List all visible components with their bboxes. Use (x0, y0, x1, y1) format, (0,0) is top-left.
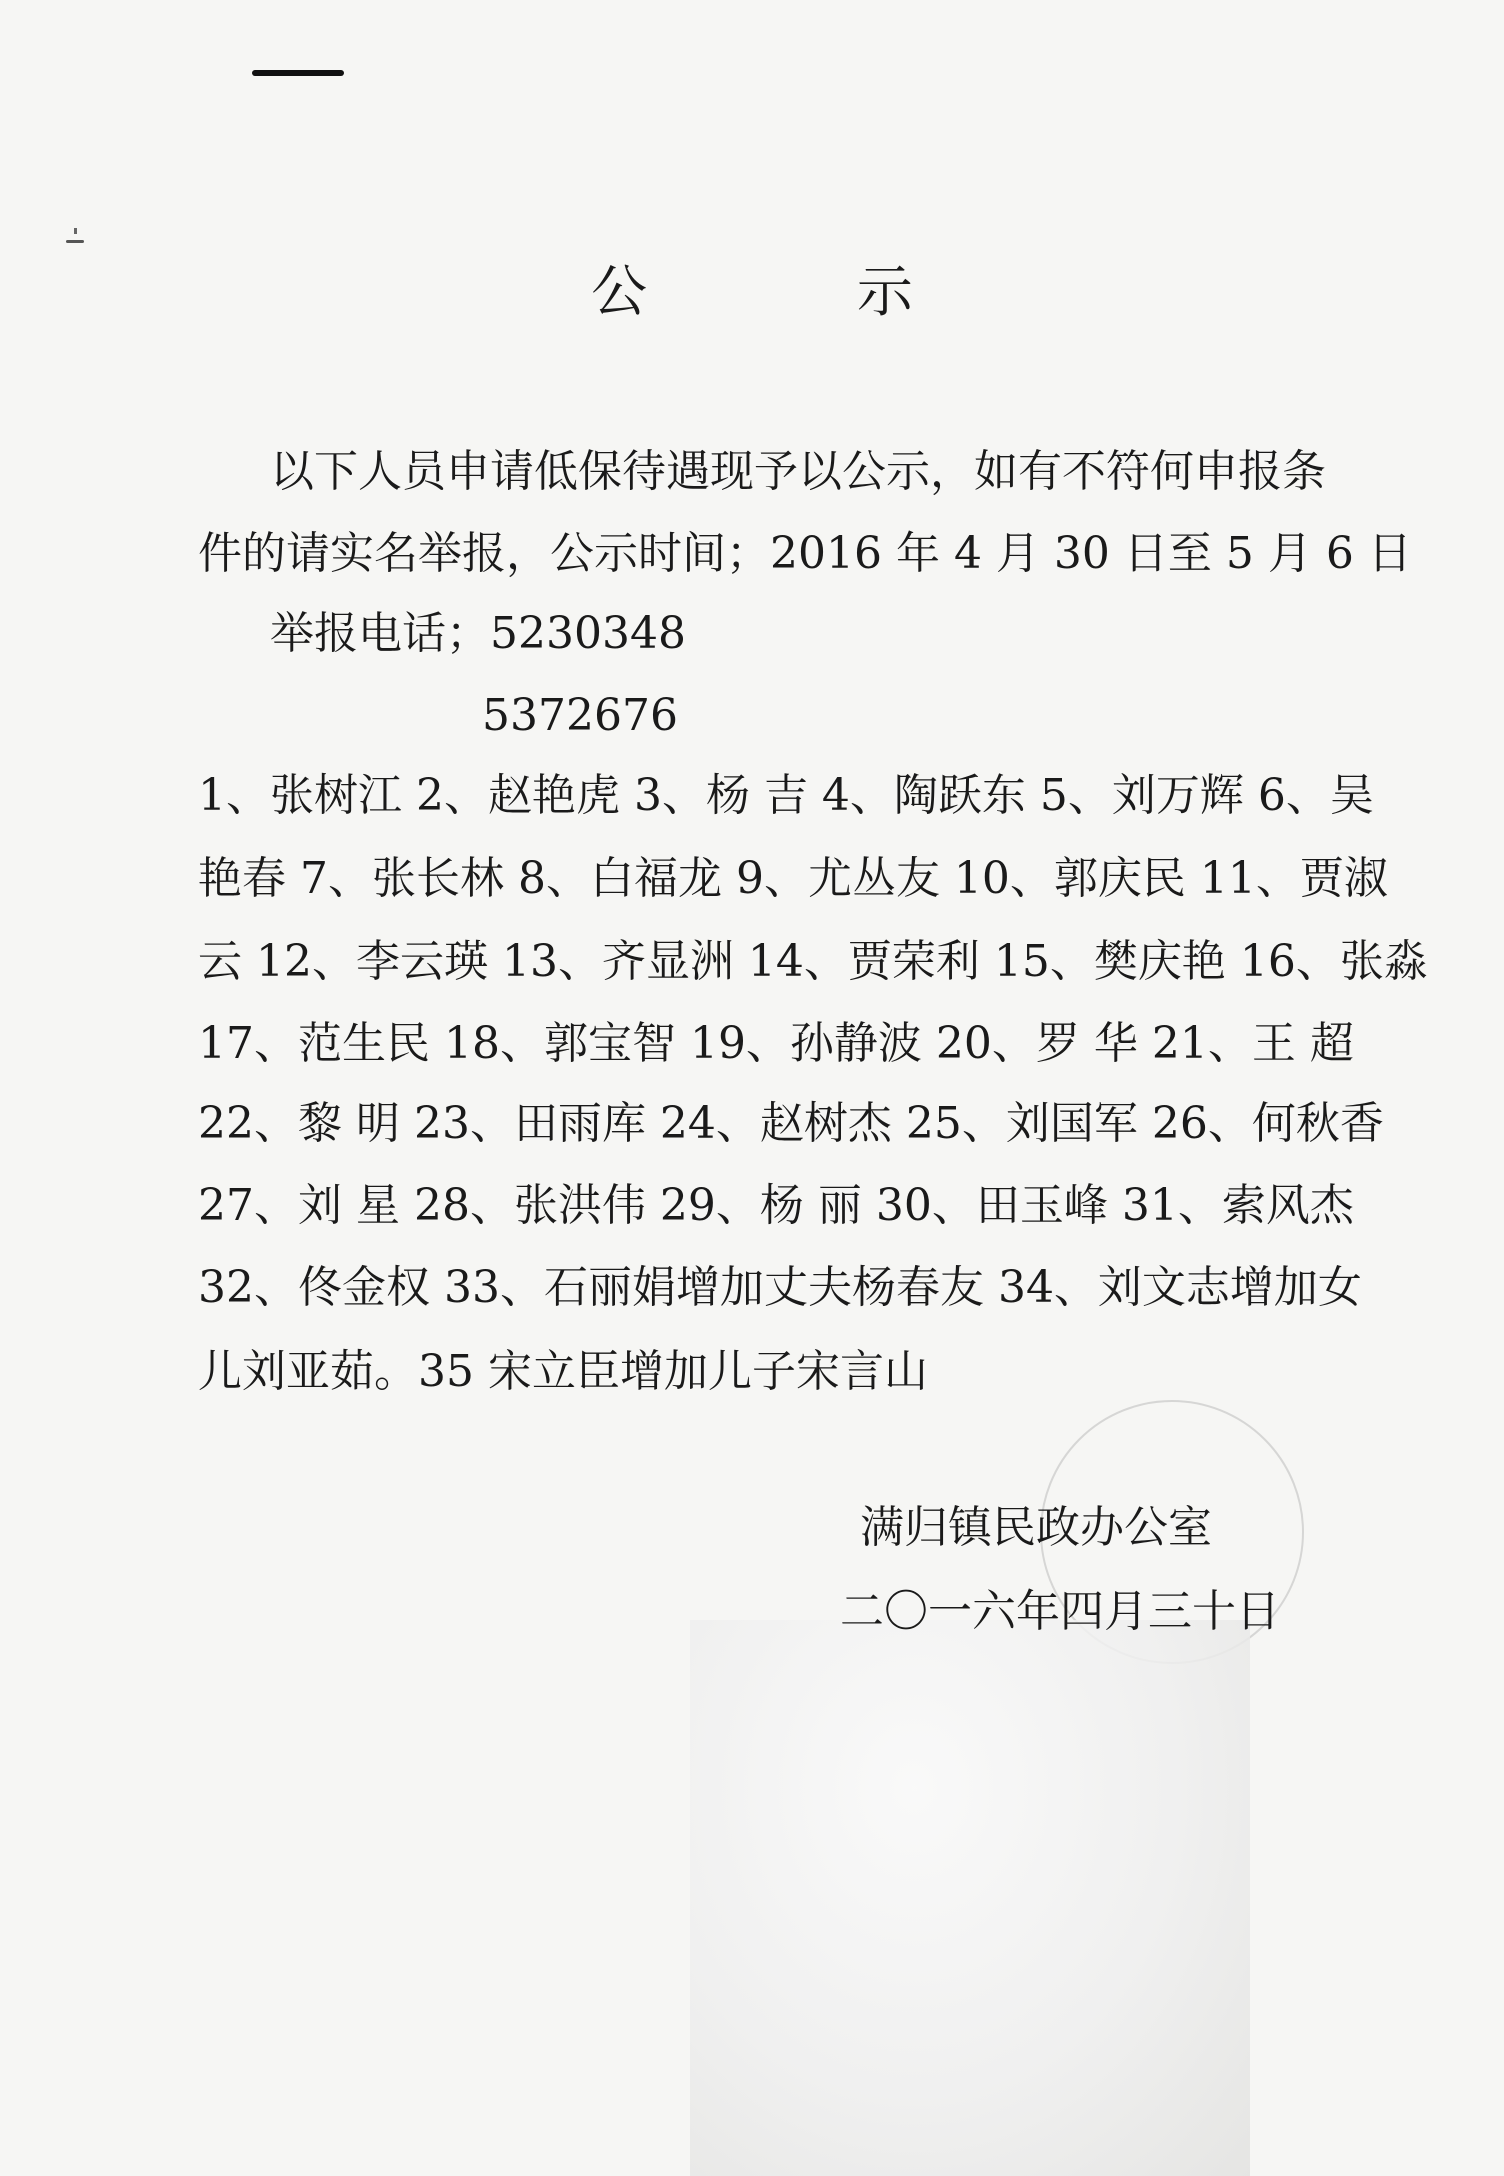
signature-date: 二〇一六年四月三十日 (840, 1586, 1280, 1637)
redacted-stamp-area (690, 1620, 1250, 2176)
signature-organization: 满归镇民政办公室 (860, 1502, 1212, 1553)
name-list-line-5: 22、黎 明 23、田雨库 24、赵树杰 25、刘国军 26、何秋香 (198, 1098, 1384, 1149)
notice-paragraph-line-2: 件的请实名举报，公示时间；2016 年 4 月 30 日至 5 月 6 日 (198, 528, 1412, 579)
notice-paragraph-line-1: 以下人员申请低保待遇现予以公示，如有不符何申报条 (270, 446, 1326, 497)
name-list-line-8: 儿刘亚茹。35 宋立臣增加儿子宋言山 (198, 1346, 928, 1397)
scan-speck (74, 228, 77, 234)
name-list-line-1: 1、张树江 2、赵艳虎 3、杨 吉 4、陶跃东 5、刘万辉 6、吴 (198, 770, 1374, 821)
name-list-line-3: 云 12、李云瑛 13、齐显洲 14、贾荣利 15、樊庆艳 16、张淼 (198, 936, 1428, 987)
report-phone-1: 举报电话；5230348 (270, 608, 686, 659)
scan-mark (252, 70, 344, 76)
name-list-line-4: 17、范生民 18、郭宝智 19、孙静波 20、罗 华 21、王 超 (198, 1018, 1354, 1069)
scan-speck (66, 240, 84, 243)
name-list-line-2: 艳春 7、张长林 8、白福龙 9、尤丛友 10、郭庆民 11、贾淑 (198, 853, 1388, 904)
notice-title: 公 示 (591, 260, 1009, 325)
report-phone-2: 5372676 (482, 690, 678, 741)
name-list-line-6: 27、刘 星 28、张洪伟 29、杨 丽 30、田玉峰 31、索风杰 (198, 1180, 1354, 1231)
name-list-line-7: 32、佟金权 33、石丽娟增加丈夫杨春友 34、刘文志增加女 (198, 1262, 1362, 1313)
